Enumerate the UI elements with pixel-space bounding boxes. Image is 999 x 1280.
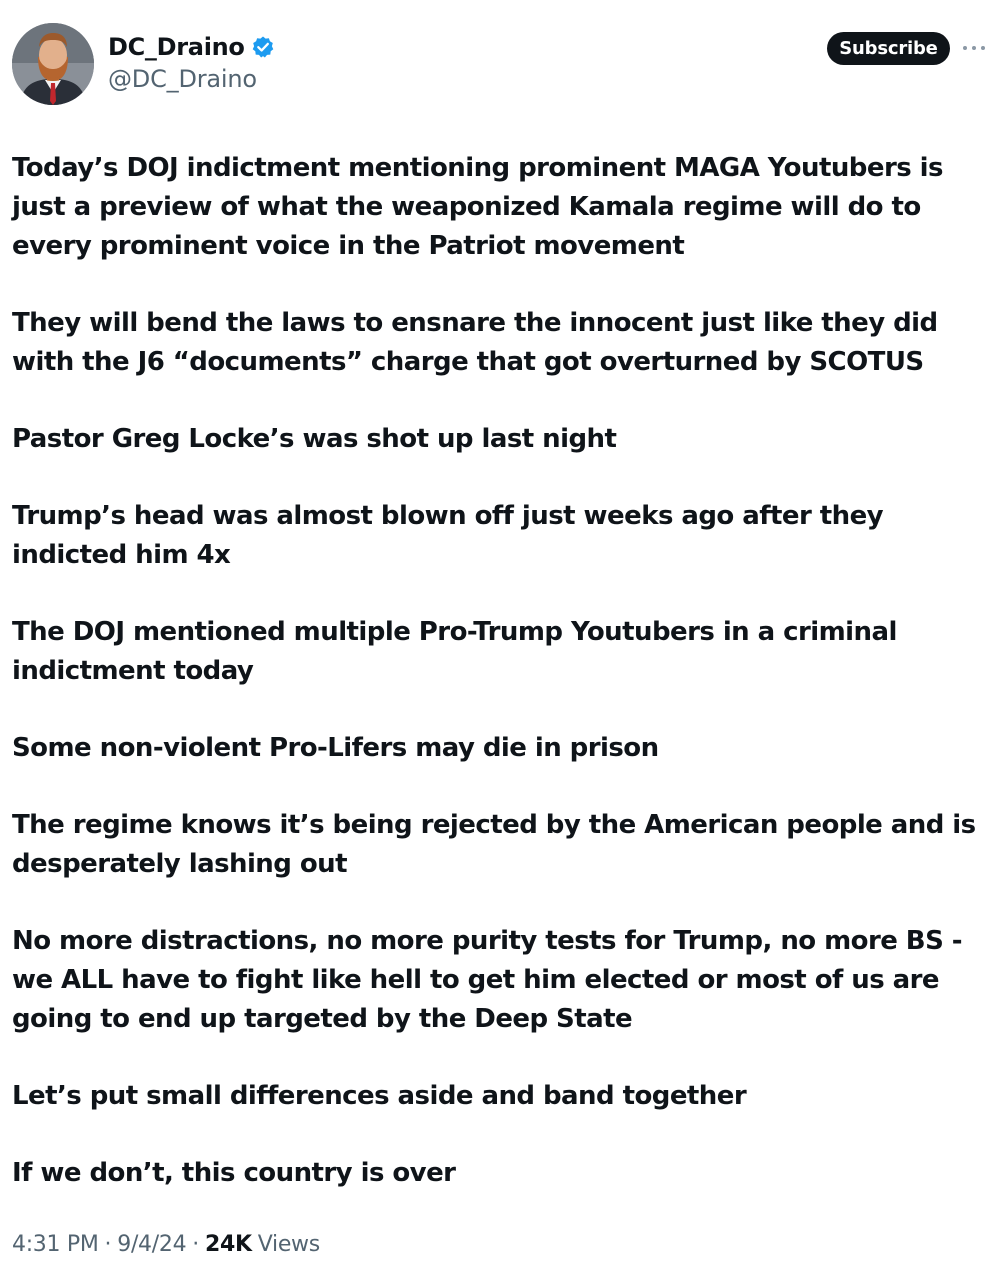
tweet-paragraph: No more distractions, no more purity tests for Trump, no more BS - we ALL have to fight like hell to get him elected or most of us are going to end up targeted by the Deep State	[12, 926, 962, 1034]
tweet-paragraph: They will bend the laws to ensnare the innocent just like they did with the J6 “documents” charge that got overturned by SCOTUS	[12, 308, 938, 377]
views-count: 24K	[204, 1232, 252, 1257]
author-handle[interactable]: @DC_Draino	[108, 65, 257, 93]
tweet-paragraph: Some non-violent Pro-Lifers may die in prison	[12, 733, 659, 763]
author-info	[108, 30, 275, 93]
subscribe-button[interactable]: Subscribe	[827, 32, 950, 65]
display-name[interactable]: DC_Draino	[108, 33, 245, 61]
tweet-paragraph: Today’s DOJ indictment mentioning prominent MAGA Youtubers is just a preview of what the weaponized Kamala regime will do to every prominent voice in the Patriot movement	[12, 153, 943, 261]
tweet-paragraph: If we don’t, this country is over	[12, 1158, 456, 1188]
tweet-header	[0, 0, 999, 110]
tweet-paragraph: The regime knows it’s being rejected by the American people and is desperately lashing out	[12, 810, 976, 879]
tweet-meta	[12, 1232, 320, 1257]
more-dots-icon[interactable]	[963, 38, 985, 58]
separator: ·	[192, 1232, 199, 1257]
dot	[981, 46, 985, 50]
tweet-paragraph: Pastor Greg Locke’s was shot up last night	[12, 424, 617, 454]
separator: ·	[104, 1232, 112, 1257]
verified-badge-icon	[251, 35, 275, 59]
tweet-paragraph: Let’s put small differences aside and band together	[12, 1081, 747, 1111]
dot	[963, 46, 967, 50]
tweet-paragraph: The DOJ mentioned multiple Pro-Trump Youtubers in a criminal indictment today	[12, 617, 897, 686]
views-label[interactable]: Views	[257, 1232, 320, 1257]
tweet-paragraph: Trump’s head was almost blown off just weeks ago after they indicted him 4x	[12, 501, 884, 570]
display-name-row	[108, 30, 275, 64]
tweet-time[interactable]: 4:31 PM	[12, 1232, 99, 1257]
avatar[interactable]	[12, 23, 94, 105]
tweet-text	[12, 149, 992, 1231]
tweet-date[interactable]: 9/4/24	[117, 1232, 187, 1257]
dot	[972, 46, 976, 50]
